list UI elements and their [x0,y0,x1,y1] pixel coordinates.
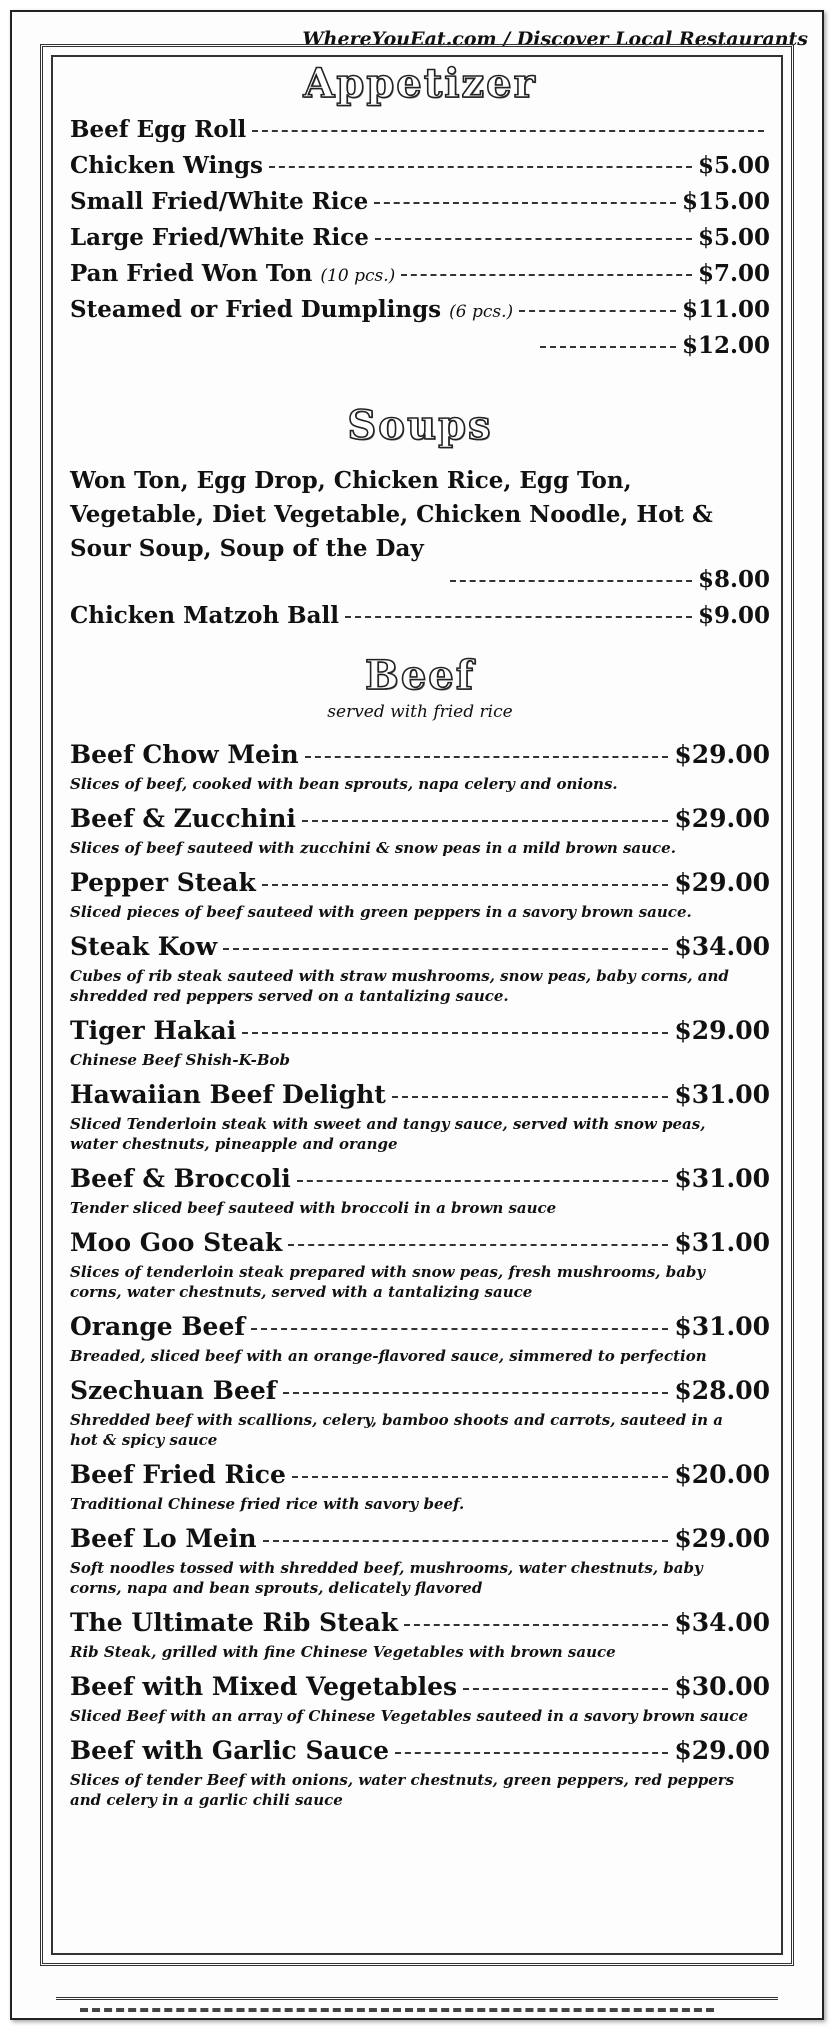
dot-leader [401,274,692,276]
menu-item [70,116,770,152]
item-description: Slices of beef, cooked with bean sprouts, napa celery and onions. [70,775,618,793]
item-price: $12.00 [681,332,770,359]
dot-leader [302,820,668,822]
item-price: $5.00 [697,224,770,251]
item-description: Slices of beef sauteed with zucchini & snow peas in a mild brown sauce. [70,839,676,857]
section-title-beef: Beef [365,652,475,699]
item-name: Pan Fried Won Ton (10 pcs.) [70,260,396,287]
dot-leader [292,1476,668,1478]
item-name: Steak Kow [70,932,218,961]
site-header[interactable]: WhereYouEat.com / Discover Local Restaurants [302,28,808,50]
item-price: $11.00 [681,296,770,323]
item-name: Chicken Wings [70,152,263,179]
item-description: Soft noodles tossed with shredded beef, mushrooms, water chestnuts, baby corns, napa and bean sprouts, delicately flavored [70,1559,703,1597]
menu-item [70,296,770,332]
item-price: $31.00 [674,1164,770,1193]
item-price: $20.00 [674,1460,770,1489]
item-price: $29.00 [674,1524,770,1553]
item-quantity-note: (6 pcs.) [449,302,514,322]
item-price: $15.00 [681,188,770,215]
item-description: Rib Steak, grilled with fine Chinese Vegetables with brown sauce [70,1643,616,1661]
menu-item [70,1460,770,1514]
item-price: $31.00 [674,1228,770,1257]
bottom-border [56,1997,778,2000]
dot-leader [450,580,692,582]
menu-item [70,332,770,368]
item-name: Steamed or Fried Dumplings (6 pcs.) [70,296,514,323]
item-price: $31.00 [674,1312,770,1341]
menu-item [70,932,770,1006]
section-title-soups: Soups [347,402,493,449]
item-description: Breaded, sliced beef with an orange-flavored sauce, simmered to perfection [70,1347,707,1365]
dot-leader [395,1752,668,1754]
item-name: Beef with Mixed Vegetables [70,1672,458,1701]
menu-item [70,1312,770,1366]
dot-leader [297,1180,669,1182]
menu-item [70,1228,770,1302]
item-name: Hawaiian Beef Delight [70,1080,386,1109]
item-description: Chinese Beef Shish-K-Bob [70,1051,290,1069]
menu-item [70,1016,770,1070]
menu-item [70,260,770,296]
section-note: served with fried rice [327,702,513,722]
dot-leader [223,948,668,950]
item-description: Shredded beef with scallions, celery, bamboo shoots and carrots, sauteed in a hot & spicy sauce [70,1411,723,1449]
item-price: $9.00 [697,602,770,629]
menu-item [70,1164,770,1218]
item-price: $34.00 [674,932,770,961]
item-price: $7.00 [697,260,770,287]
menu-item [70,602,770,638]
dot-leader [251,1328,668,1330]
item-name: Orange Beef [70,1312,246,1341]
dot-leader [288,1244,668,1246]
item-price: $29.00 [674,804,770,833]
item-description: Cubes of rib steak sauteed with straw mushrooms, snow peas, baby corns, and shredded red peppers served on a tantalizing sauce. [70,967,729,1005]
item-price: $31.00 [674,1080,770,1109]
item-description: Tender sliced beef sauteed with broccoli in a brown sauce [70,1199,557,1217]
menu-item [70,1080,770,1154]
menu-item [70,1608,770,1662]
menu-item [70,740,770,794]
menu-item [70,1524,770,1598]
beef-section [70,652,770,1810]
menu-item [70,1736,770,1810]
menu-item [70,152,770,188]
dot-leader [305,756,669,758]
section-title-appetizer: Appetizer [303,60,537,107]
menu-content [70,60,770,1820]
dot-leader [242,1032,668,1034]
item-name: Szechuan Beef [70,1376,277,1405]
dot-leader [269,166,692,168]
item-name: The Ultimate Rib Steak [70,1608,399,1637]
item-name: Beef Chow Mein [70,740,299,769]
dot-leader [392,1096,669,1098]
menu-item [70,804,770,858]
bottom-decoration [80,2008,714,2012]
item-price: $29.00 [674,868,770,897]
item-description: Slices of tenderloin steak prepared with snow peas, fresh mushrooms, baby corns, water chestnuts, served with a tantalizing sauce [70,1263,706,1301]
item-description: Slices of tender Beef with onions, water chestnuts, green peppers, red peppers and celery in a garlic chili sauce [70,1771,735,1809]
item-name: Moo Goo Steak [70,1228,283,1257]
item-description: Traditional Chinese fried rice with savory beef. [70,1495,465,1513]
item-price: $29.00 [674,1736,770,1765]
menu-item [70,868,770,922]
dot-leader [375,238,692,240]
item-price: $8.00 [697,566,770,593]
dot-leader [283,1392,669,1394]
item-price: $29.00 [674,1016,770,1045]
dot-leader [374,202,676,204]
item-name: Beef Egg Roll [70,116,247,143]
item-name: Beef & Broccoli [70,1164,291,1193]
item-price: $28.00 [674,1376,770,1405]
item-price: $29.00 [674,740,770,769]
dot-leader [540,346,676,348]
item-name: Chicken Matzoh Ball [70,602,340,629]
menu-item [70,188,770,224]
item-name: Beef Fried Rice [70,1460,286,1489]
dot-leader [262,884,669,886]
menu-item [70,1672,770,1726]
menu-item [70,566,770,602]
item-name: Beef Lo Mein [70,1524,257,1553]
item-description: Sliced pieces of beef sauteed with green peppers in a savory brown sauce. [70,903,692,921]
item-price: $30.00 [674,1672,770,1701]
dot-leader [404,1624,668,1626]
dot-leader [252,130,764,132]
dot-leader [519,310,676,312]
menu-item [70,1376,770,1450]
item-quantity-note: (10 pcs.) [320,266,396,286]
item-price: $5.00 [697,152,770,179]
item-description: Sliced Tenderloin steak with sweet and tangy sauce, served with snow peas, water chestnuts, pineapple and orange [70,1115,706,1153]
dot-leader [263,1540,669,1542]
item-name: Beef & Zucchini [70,804,296,833]
item-description: Sliced Beef with an array of Chinese Vegetables sauteed in a savory brown sauce [70,1707,748,1725]
soups-section [70,402,770,638]
item-name: Tiger Hakai [70,1016,237,1045]
item-name: Large Fried/White Rice [70,224,369,251]
dot-leader [345,616,692,618]
item-price: $34.00 [674,1608,770,1637]
menu-item [70,224,770,260]
dot-leader [463,1688,668,1690]
item-name: Small Fried/White Rice [70,188,369,215]
appetizer-section [70,60,770,368]
soup-list: Won Ton, Egg Drop, Chicken Rice, Egg Ton, Vegetable, Diet Vegetable, Chicken Noodle, Hot & Sour Soup, Soup of the Day [70,467,713,562]
item-name: Beef with Garlic Sauce [70,1736,390,1765]
item-name: Pepper Steak [70,868,256,897]
